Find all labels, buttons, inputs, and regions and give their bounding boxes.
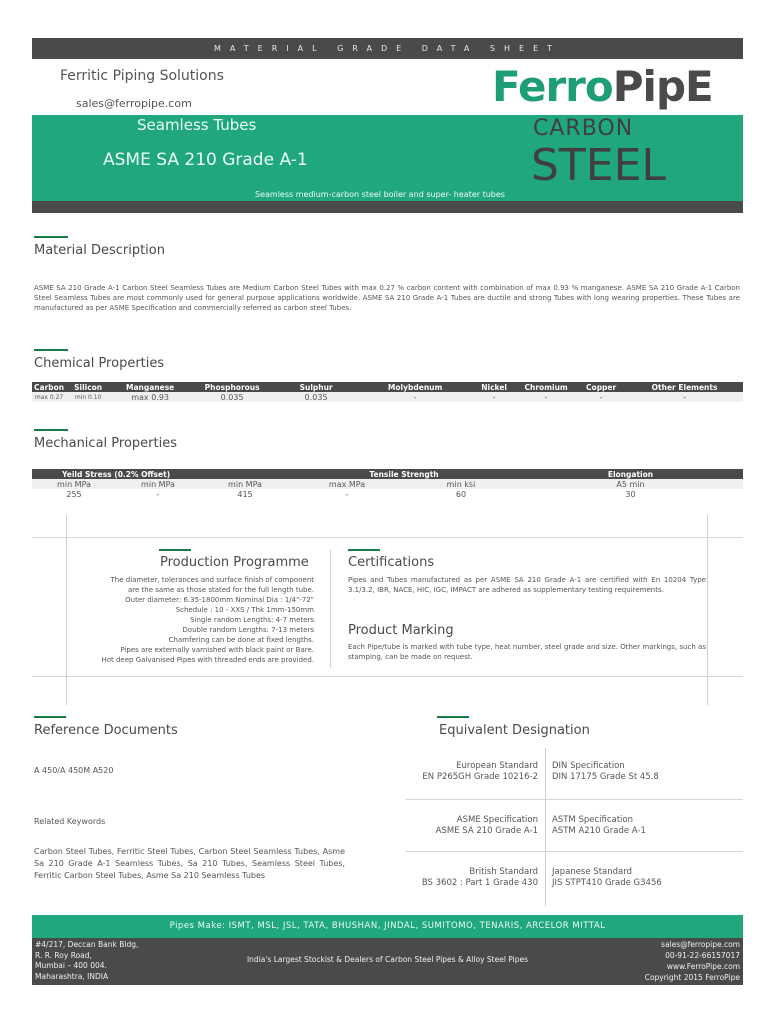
company-tagline: Ferritic Piping Solutions — [60, 68, 224, 84]
footer-website-link[interactable]: www.FerroPipe.com — [666, 962, 740, 971]
production-line: Schedule : 10 - XXS / Thk 1mm-150mm — [175, 606, 314, 614]
eq-label: DIN Specification — [552, 761, 625, 771]
section-accent-line — [159, 549, 191, 551]
mechanical-unit-row — [32, 479, 743, 489]
equivalent-row-line — [405, 799, 743, 800]
logo-pipe: PipE — [612, 62, 713, 111]
chem-col: Nickel — [472, 382, 516, 392]
chem-val: - — [576, 392, 626, 402]
column-divider — [330, 550, 331, 668]
footer — [32, 938, 743, 985]
chemical-value-row — [32, 392, 743, 402]
equivalent-cell — [552, 761, 659, 783]
section-accent-line — [34, 236, 68, 238]
chem-col: Carbon — [34, 382, 65, 392]
mech-val: - — [156, 489, 160, 499]
section-accent-line — [348, 549, 380, 551]
mech-group: Tensile Strength — [290, 469, 518, 479]
mech-val: 30 — [625, 489, 636, 499]
production-list — [68, 575, 314, 665]
header-email-link[interactable]: sales@ferropipe.com — [76, 97, 192, 110]
eq-value: EN P265GH Grade 10216-2 — [422, 772, 538, 782]
production-line: Double random Lengths: 7-13 meters — [182, 626, 314, 634]
eq-value: ASTM A210 Grade A-1 — [552, 826, 646, 836]
equivalent-cell — [380, 867, 538, 889]
chem-col: Other Elements — [626, 382, 743, 392]
mechanical-group-row — [32, 469, 743, 479]
chem-col: Phosphorous — [190, 382, 274, 392]
chem-col: Manganese — [110, 382, 190, 392]
eq-value: DIN 17175 Grade St 45.8 — [552, 772, 659, 782]
equivalent-cell — [380, 815, 538, 837]
chem-col: Sulphur — [274, 382, 358, 392]
equivalent-cell — [552, 867, 662, 889]
chem-val: max 0.27 — [32, 392, 66, 402]
chemical-header-row — [32, 382, 743, 392]
equivalent-divider — [545, 748, 546, 906]
steel-label: STEEL — [531, 140, 666, 191]
chem-col: Molybdenum — [358, 382, 472, 392]
mech-unit: min MPa — [200, 479, 290, 489]
production-line: Outer diameter: 6.35-1800mm Nominal Dia : 1/4"-72" — [125, 596, 314, 604]
chem-val: 0.035 — [274, 392, 358, 402]
frame-line — [32, 676, 743, 677]
logo-ferro: Ferro — [492, 62, 613, 111]
section-accent-line — [34, 429, 68, 431]
eq-label: ASME Specification — [456, 815, 538, 825]
mech-val: - — [345, 489, 349, 499]
eq-label: ASTM Specification — [552, 815, 634, 825]
production-heading: Production Programme — [160, 555, 309, 570]
marking-text: Each Pipe/tube is marked with tube type, heat number, steel grade and size. Other markings, such as stamping, can be made on request. — [348, 643, 706, 661]
eq-value: ASME SA 210 Grade A-1 — [435, 826, 538, 836]
footer-address — [35, 940, 138, 982]
certifications-text: Pipes and Tubes manufactured as per ASME SA 210 Grade A-1 are certified with En 10204 Type 3.1/3.2, IBR, NACE, HIC, IGC, IMPACT are adhered as supplementary testing requirements. — [348, 576, 706, 594]
ferropipe-logo — [492, 62, 713, 111]
mech-unit: min MPa — [116, 479, 200, 489]
mech-group: Yeild Stress (0.2% Offset) — [32, 469, 290, 479]
mechanical-heading: Mechanical Properties — [34, 436, 177, 451]
chemical-heading: Chemical Properties — [34, 356, 165, 371]
eq-label: British Standard — [469, 867, 538, 877]
mechanical-table — [32, 469, 743, 499]
equivalent-cell — [552, 815, 646, 837]
chem-val: - — [626, 392, 743, 402]
reference-heading: Reference Documents — [34, 723, 178, 738]
chem-col: Silicon — [66, 382, 110, 392]
material-heading: Material Description — [34, 243, 165, 258]
mech-val: 60 — [455, 489, 467, 499]
keywords-heading: Related Keywords — [34, 817, 106, 826]
mech-group: Elongation — [518, 469, 743, 479]
production-line: are the same as those stated for the full length tube. — [127, 586, 314, 594]
chem-col: Copper — [576, 382, 626, 392]
equivalent-row-line — [405, 851, 743, 852]
title-subband — [32, 201, 743, 213]
footer-phone: 00-91-22-66157017 — [665, 951, 740, 960]
product-subtitle: Seamless medium-carbon steel boiler and super- heater tubes — [255, 190, 505, 199]
equivalent-heading: Equivalent Designation — [439, 723, 590, 738]
chem-col: Chromium — [516, 382, 576, 392]
product-type: Seamless Tubes — [137, 116, 257, 134]
mech-val: 415 — [237, 489, 253, 499]
footer-contact — [645, 939, 740, 983]
equivalent-cell — [380, 761, 538, 783]
address-line: Mumbai – 400 004. — [35, 961, 107, 970]
production-line: Hot deep Galvanised Pipes with threaded ends are provided. — [101, 656, 314, 664]
mech-unit: A5 min — [518, 479, 743, 489]
chemical-table — [32, 382, 743, 402]
chem-val: 0.035 — [190, 392, 274, 402]
section-accent-line — [34, 716, 66, 718]
mechanical-value-row — [32, 489, 743, 499]
eq-value: BS 3602 : Part 1 Grade 430 — [421, 878, 538, 888]
footer-copyright: Copyright 2015 FerroPipe — [644, 973, 740, 982]
section-accent-line — [437, 716, 469, 718]
production-line: Pipes are externally varnished with black paint or Bare. — [120, 646, 314, 654]
eq-label: Japanese Standard — [552, 867, 632, 877]
material-text: ASME SA 210 Grade A-1 Carbon Steel Seamless Tubes are Medium Carbon Steel Tubes with max 0.27 % carbon content with combination of max 0.93 % manganese. ASME SA 210 Grade A-1 Carbon Steel Seamless Tubes are most commonly used for general purpose applications worldwide. ASME SA 210 Grade A-1 Tubes are ductile and strong Tubes with long wearing properties. These Tubes are manufactured as per ASME Specification and commercially referred as carbon steel Tubes. — [34, 284, 740, 312]
address-line: Maharashtra, INDIA — [35, 971, 109, 981]
marking-heading: Product Marking — [348, 623, 454, 638]
mech-unit: min MPa — [32, 479, 116, 489]
mech-unit: max MPa — [290, 479, 404, 489]
address-line: #4/217, Deccan Bank Bldg, — [35, 940, 139, 949]
certifications-heading: Certifications — [348, 555, 435, 570]
production-line: Single random Lengths: 4-7 meters — [190, 616, 314, 624]
frame-line — [32, 537, 743, 538]
chem-val: - — [516, 392, 576, 402]
carbon-label: CARBON — [533, 116, 634, 141]
eq-value: JIS STPT410 Grade G3456 — [552, 878, 662, 888]
chem-val: max 0.93 — [110, 392, 190, 402]
production-line: The diameter, tolerances and surface finish of component — [110, 576, 314, 584]
keywords-text: Carbon Steel Tubes, Ferritic Steel Tubes, Carbon Steel Seamless Tubes, Asme Sa 210 Grade A-1 Seamless Tubes, Sa 210 Tubes, Seamless Steel Tubes, Ferritic Carbon Steel Tubes, Asme Sa 210 Seamless Tubes — [34, 847, 345, 880]
production-line: Chamfering can be done at fixed lengths. — [168, 636, 314, 644]
address-line: R. R. Roy Road, — [35, 950, 92, 960]
product-grade: ASME SA 210 Grade A-1 — [103, 150, 308, 170]
chem-val: - — [472, 392, 516, 402]
reference-docs: A 450/A 450M A520 — [34, 766, 114, 775]
footer-tagline: India's Largest Stockist & Dealers of Carbon Steel Pipes & Alloy Steel Pipes — [246, 955, 529, 964]
mech-unit: min ksi — [404, 479, 518, 489]
top-banner: MATERIAL GRADE DATA SHEET — [32, 38, 743, 59]
chem-val: min 0.10 — [66, 392, 110, 402]
eq-label: European Standard — [456, 761, 538, 771]
pipes-make-banner: Pipes Make: ISMT, MSL, JSL, TATA, BHUSHAN, JINDAL, SUMITOMO, TENARIS, ARCELOR MITTAL — [32, 915, 743, 938]
footer-email-link[interactable]: sales@ferropipe.com — [661, 940, 740, 949]
mech-val: 255 — [66, 489, 82, 499]
chem-val: - — [358, 392, 472, 402]
section-accent-line — [34, 349, 68, 351]
